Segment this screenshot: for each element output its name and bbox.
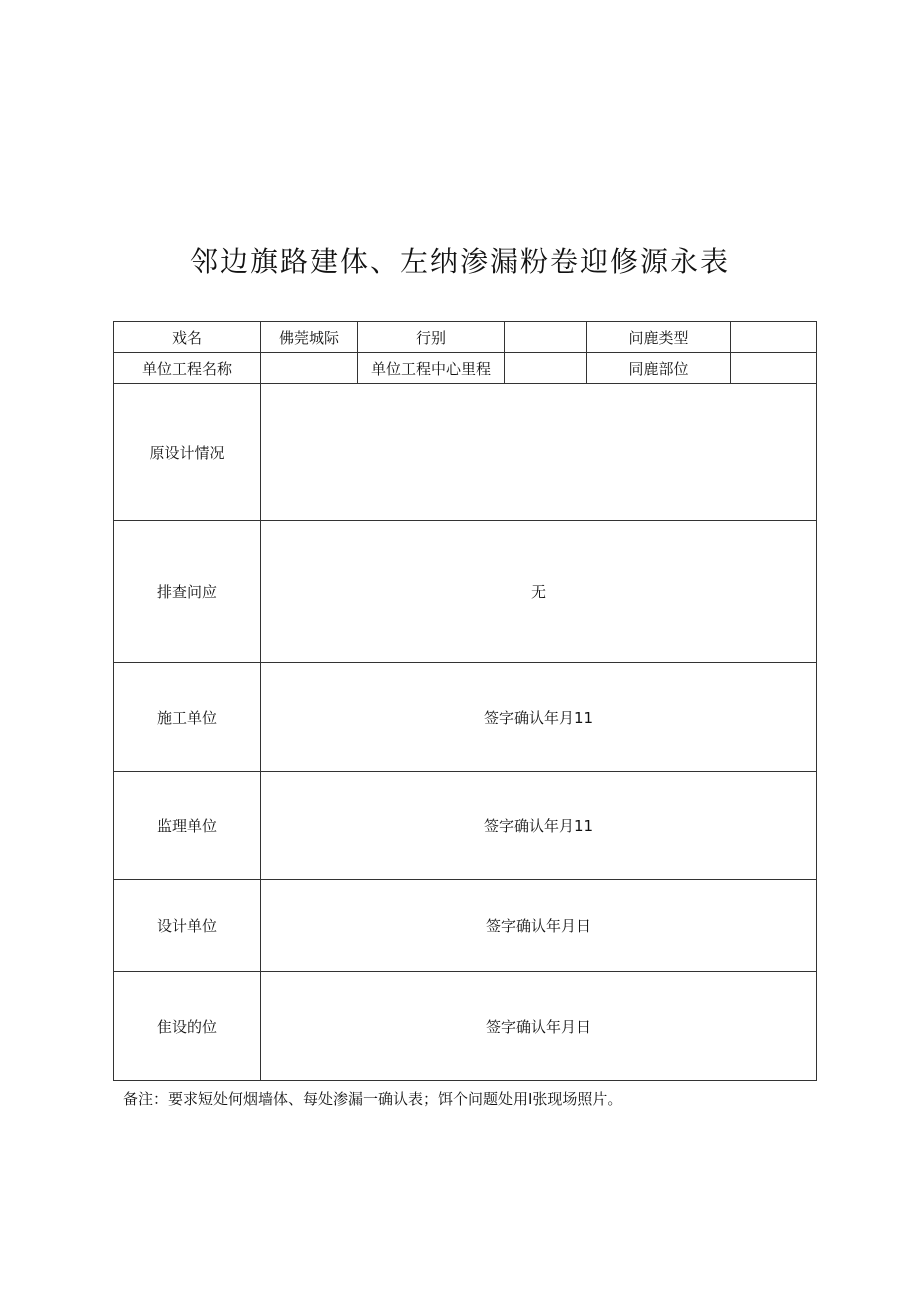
construction-unit-label: 施工单位 — [114, 663, 261, 772]
issue-location-value — [731, 353, 817, 384]
remark-note: 备注：要求短处何烟墙体、每处渗漏一确认表；饵个问题处用I张现场照片。 — [123, 1090, 623, 1108]
supervision-unit-row — [114, 772, 817, 880]
header-row-1 — [114, 322, 817, 353]
supervision-unit-signature: 签字确认年月11 — [261, 772, 817, 880]
construction-unit-signature: 签字确认年月11 — [261, 663, 817, 772]
builder-unit-label: 隹设的位 — [114, 972, 261, 1081]
section-label: 行别 — [358, 322, 505, 353]
design-unit-signature: 签字确认年月日 — [261, 880, 817, 972]
issue-location-label: 同鹿部位 — [587, 353, 731, 384]
inspection-value: 无 — [261, 521, 817, 663]
unit-project-name-value — [261, 353, 358, 384]
construction-unit-row — [114, 663, 817, 772]
inspection-label: 排查问应 — [114, 521, 261, 663]
center-mileage-value — [505, 353, 587, 384]
center-mileage-label: 单位工程中心里程 — [358, 353, 505, 384]
design-unit-row — [114, 880, 817, 972]
unit-project-name-label: 单位工程名称 — [114, 353, 261, 384]
line-name-value: 佛莞城际 — [261, 322, 358, 353]
builder-unit-row — [114, 972, 817, 1081]
original-design-row — [114, 384, 817, 521]
header-row-2 — [114, 353, 817, 384]
inspection-row — [114, 521, 817, 663]
issue-type-value — [731, 322, 817, 353]
issue-type-label: 问鹿类型 — [587, 322, 731, 353]
builder-unit-signature: 签字确认年月日 — [261, 972, 817, 1081]
line-name-label: 戏名 — [114, 322, 261, 353]
design-unit-label: 设计单位 — [114, 880, 261, 972]
original-design-value — [261, 384, 817, 521]
supervision-unit-label: 监理单位 — [114, 772, 261, 880]
section-value — [505, 322, 587, 353]
document-title: 邻边旗路建体、左纳渗漏粉卷迎修源永表 — [189, 245, 730, 278]
original-design-label: 原设计情况 — [114, 384, 261, 521]
confirmation-form-table — [113, 321, 817, 1081]
